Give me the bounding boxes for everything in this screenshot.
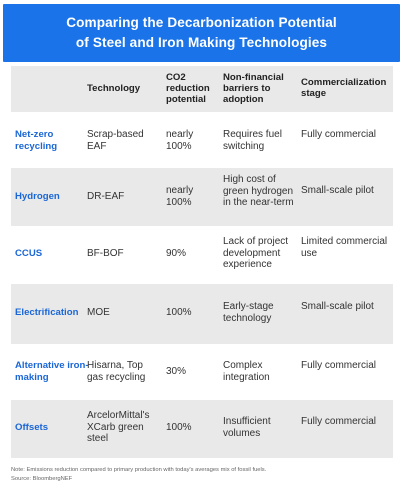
row-barriers: Requires fuel switching	[223, 129, 282, 152]
row-reduction: nearly 100%	[166, 129, 194, 152]
header-commercialization: Commercialization stage	[301, 77, 387, 99]
header-co2-reduction: CO2 reduction potential	[166, 72, 210, 105]
row-technology: Hisarna, Top gas recycling	[87, 360, 146, 383]
row-reduction: 90%	[166, 248, 187, 259]
row-category: Electrification	[15, 307, 79, 318]
table-row	[11, 284, 393, 344]
table-row	[11, 112, 393, 168]
row-stage: Fully commercial	[301, 360, 377, 371]
title-line-1: Comparing the Decarbonization Potential	[66, 15, 337, 30]
header-barriers: Non-financial barriers to adoption	[223, 72, 284, 105]
row-reduction: 100%	[166, 307, 192, 318]
row-technology: DR-EAF	[87, 191, 125, 202]
row-category: CCUS	[15, 248, 43, 259]
row-stage: Limited commercial use	[301, 236, 388, 259]
row-barriers: Complex integration	[223, 360, 270, 383]
row-barriers: Lack of project development experience	[223, 236, 289, 270]
row-barriers: Early-stage technology	[223, 301, 274, 324]
footnote-note: Note: Emissions reduction compared to primary production with today's averages mix of fossil fuels.	[11, 467, 267, 473]
row-reduction: 30%	[166, 366, 187, 377]
table-row	[11, 168, 393, 226]
title-banner	[3, 4, 400, 62]
title-line-2: of Steel and Iron Making Technologies	[75, 35, 328, 50]
table-row	[11, 226, 393, 284]
comparison-table	[11, 66, 393, 458]
table-row	[11, 344, 393, 400]
row-technology: BF-BOF	[87, 248, 124, 259]
row-category: Offsets	[15, 422, 49, 433]
row-stage: Fully commercial	[301, 129, 377, 140]
table-row	[11, 400, 393, 458]
table-header-row	[11, 66, 393, 112]
row-barriers: Insufficient volumes	[223, 416, 271, 439]
row-technology: ArcelorMittal's XCarb green steel	[87, 410, 150, 444]
row-reduction: nearly 100%	[166, 185, 194, 208]
row-stage: Small-scale pilot	[301, 301, 374, 312]
footnotes	[11, 466, 266, 484]
row-category: Alternative iron-making	[15, 360, 89, 383]
row-technology: MOE	[87, 307, 110, 318]
row-technology: Scrap-based EAF	[87, 129, 144, 152]
row-reduction: 100%	[166, 422, 192, 433]
row-stage: Small-scale pilot	[301, 185, 374, 196]
header-technology: Technology	[87, 83, 141, 94]
row-category: Hydrogen	[15, 191, 60, 202]
row-category: Net-zero recycling	[15, 129, 58, 152]
row-stage: Fully commercial	[301, 416, 377, 427]
footnote-source: Source: BloombergNEF	[11, 476, 73, 482]
row-barriers: High cost of green hydrogen in the near-term	[223, 174, 294, 208]
